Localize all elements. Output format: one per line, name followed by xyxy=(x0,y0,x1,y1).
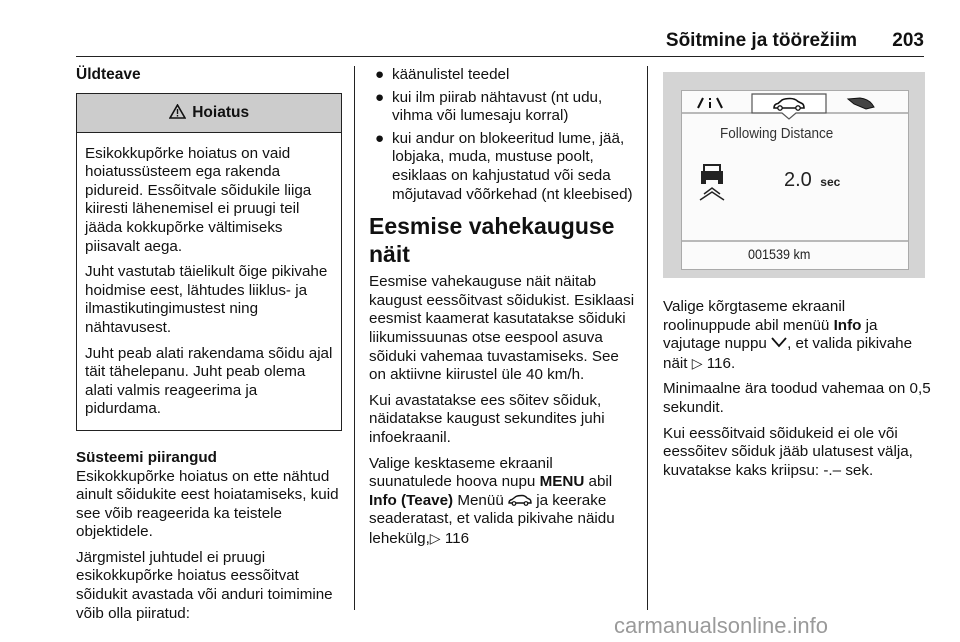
list-item xyxy=(369,66,635,85)
warning-text: Juht vastutab täielikult õige pikivahe hoidmise eest, lähtudes liiklus- ja ilmastikutingimustest ning nähtavusest. xyxy=(85,263,328,336)
column-middle xyxy=(369,66,635,555)
section-heading: Eesmise vahekauguse näit xyxy=(369,213,615,268)
bullet-list xyxy=(369,66,635,204)
warning-box xyxy=(76,93,342,431)
column-divider xyxy=(647,66,648,610)
menu-label: MENU xyxy=(539,473,585,491)
paragraph xyxy=(369,455,635,549)
warning-triangle-icon xyxy=(169,104,190,121)
header-title: Sõitmine ja töörežiim xyxy=(665,30,857,51)
warning-title: Hoiatus xyxy=(192,103,250,121)
cluster-screen xyxy=(681,90,909,270)
column-right xyxy=(663,298,933,487)
chevron-down-icon xyxy=(771,335,787,352)
section-heading: Üldteave xyxy=(76,66,141,83)
paragraph: Kui avastatakse ees sõitev sõiduk, näidatakse kaugust sekundites juhi infoekraanil. xyxy=(369,391,605,446)
info-label: Info (Teave) xyxy=(369,491,454,509)
paragraph: Järgmistel juhtudel ei pruugi esikokkupõrke hoiatus eessõitvat sõidukit avastada või anduri toimimine võib olla piiratud: xyxy=(76,548,333,622)
list-item xyxy=(369,130,635,204)
distance-readout xyxy=(784,169,840,192)
page-number: 203 xyxy=(892,30,924,51)
list-item-text: käänulistel teedel xyxy=(392,66,510,83)
car-settings-tab-icon xyxy=(848,98,874,109)
lane-info-tab-icon xyxy=(698,98,722,108)
list-item-text: kui andur on blokeeritud lume, jää, lobjaka, muda, mustuse poolt, esiklaas on kahjustatud või seda mõjutavad võõrkehad (nt kleebised) xyxy=(392,129,633,203)
following-vehicle-icon xyxy=(700,165,724,200)
display-title: Following Distance xyxy=(720,125,834,142)
text-run: , et valida pikivahe näit xyxy=(663,335,913,372)
text-run: Valige kõrgtaseme ekraanil roolinuppude abil menüü xyxy=(663,298,846,334)
paragraph: Kui eessõitvaid sõidukeid ei ole või eessõitev sõiduk jääb ulatusest välja, kuvatakse kaks kriipsu: -.– sek. xyxy=(663,424,913,479)
header-rule xyxy=(76,56,924,57)
bullet-dot-icon: ● xyxy=(375,66,385,83)
distance-value: 2.0 xyxy=(784,169,812,191)
watermark: carmanualsonline.info xyxy=(614,613,829,638)
text-run: ja vajutage nuppu xyxy=(663,316,878,353)
paragraph xyxy=(663,298,933,373)
text-run: abil xyxy=(584,473,613,491)
warning-body xyxy=(77,133,341,430)
warning-text: Esikokkupõrke hoiatus on vaid hoiatussüsteem ega rakenda pidureid. Essõitvale sõidukile liiga kiiresti lähenemisel ei pruugi teil jääda kokkupõrke vältimiseks piisavalt aega. xyxy=(85,144,312,255)
bullet-dot-icon: ● xyxy=(375,129,385,147)
warning-text: Juht peab alati rakendama sõidu ajal täit tähelepanu. Juht peab olema alati valmis reageerima ja pidurdama. xyxy=(85,344,333,418)
paragraph: Eesmise vahekauguse näit näitab kaugust eessõitvast sõidukist. Esiklaasi eesmist kaamerat kasutatakse sõiduki liikumissuunas otse eespool asuva sõiduki vahemaa tuvastamiseks. See on aktiivne kiirustel üle 40 km/h. xyxy=(369,273,635,384)
subsection-heading: Süsteemi piirangud xyxy=(76,448,217,466)
reference-arrow-icon: ▷ xyxy=(429,529,441,546)
info-label: Info xyxy=(833,316,862,334)
list-item xyxy=(369,89,635,126)
column-left xyxy=(76,66,342,630)
text-run: ja keerake seaderatast, et valida pikivahe näidu lehekülg, xyxy=(369,491,615,547)
page-reference: 116. xyxy=(706,354,736,372)
reference-arrow-icon: ▷ xyxy=(691,354,703,371)
warning-header xyxy=(77,94,341,133)
display-illustration xyxy=(663,72,925,278)
list-item-text: kui ilm piirab nähtavust (nt udu, vihma või lumesaju korral) xyxy=(392,88,603,125)
car-menu-icon xyxy=(508,492,532,509)
page-reference: 116 xyxy=(444,529,470,547)
distance-unit: sec xyxy=(820,175,841,189)
paragraph: Esikokkupõrke hoiatus on ette nähtud ainult sõidukite eest hoiatamiseks, kuid see võib reageerida ka teistele objektidele. xyxy=(76,467,339,541)
odometer: 001539 km xyxy=(748,246,811,262)
paragraph: Minimaalne ära toodud vahemaa on 0,5 sekundit. xyxy=(663,380,931,416)
bullet-dot-icon: ● xyxy=(375,88,385,106)
text-run: Menüü xyxy=(453,491,508,509)
text-run: Valige kesktaseme ekraanil suunatulede hoova nupu xyxy=(369,454,553,491)
column-divider xyxy=(354,66,355,610)
